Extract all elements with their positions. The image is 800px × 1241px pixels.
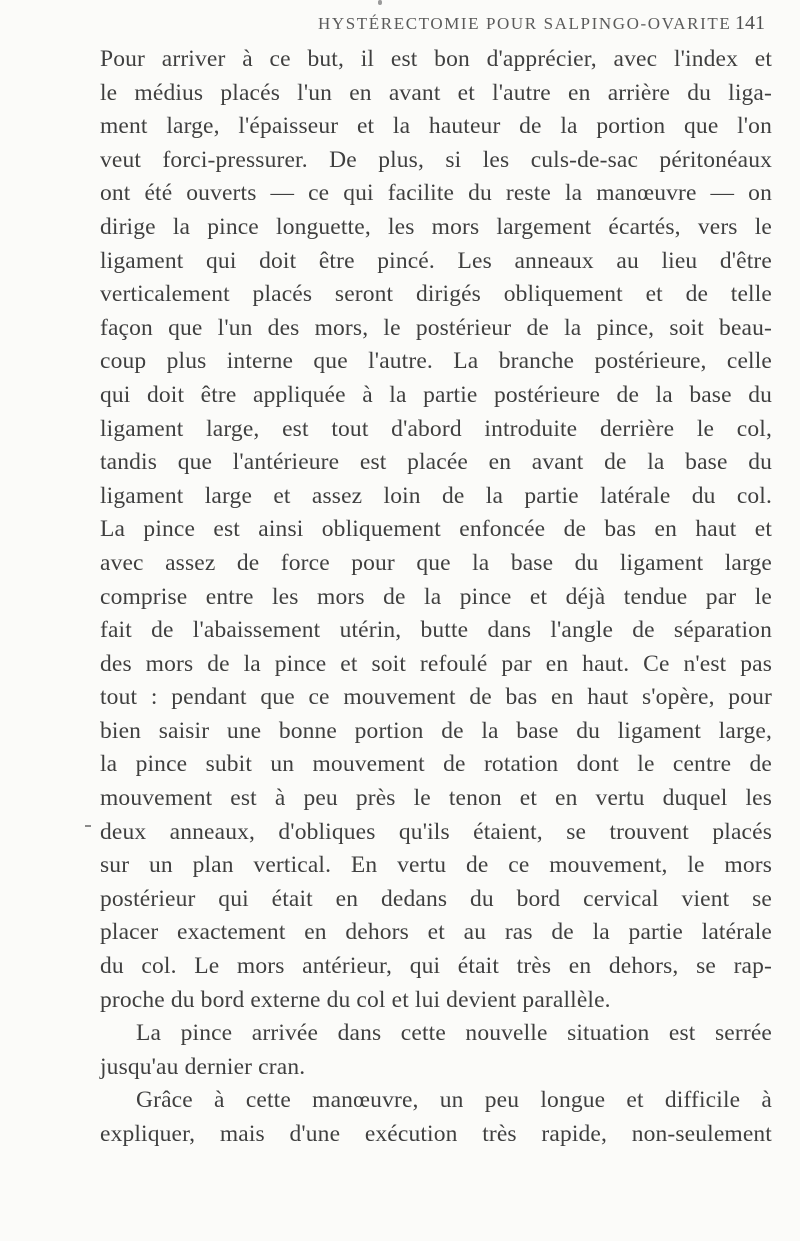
text-line: le médius placés l'un en avant et l'autre en arrière du liga-: [100, 79, 772, 106]
paragraph-start-line: Grâce à cette manœuvre, un peu longue et difficile à: [136, 1087, 772, 1114]
paragraph-end-line: proche du bord externe du col et lui devient parallèle.: [100, 986, 611, 1013]
text-line: postérieur qui était en dedans du bord cervical vient se: [100, 885, 772, 912]
running-header: [200, 4, 770, 44]
text-line: façon que l'un des mors, le postérieur de la pince, soit beau-: [100, 314, 772, 341]
text-line: deux anneaux, d'obliques qu'ils étaient, se trouvent placés: [100, 818, 772, 845]
text-line: tandis que l'antérieure est placée en avant de la base du: [100, 449, 772, 476]
text-line: expliquer, mais d'une exécution très rapide, non-seulement: [100, 1121, 772, 1147]
margin-mark: [85, 825, 91, 827]
text-line: ligament large, est tout d'abord introduite derrière le col,: [100, 415, 772, 442]
text-line: mouvement est à peu près le tenon et en vertu duquel les: [100, 785, 772, 812]
page-number: 141: [735, 12, 765, 34]
text-line: Pour arriver à ce but, il est bon d'apprécier, avec l'index et: [100, 46, 772, 72]
text-line: des mors de la pince et soit refoulé par en haut. Ce n'est pas: [100, 650, 772, 677]
text-line: verticalement placés seront dirigés obliquement et de telle: [100, 281, 772, 308]
text-line: ment large, l'épaisseur et la hauteur de la portion que l'on: [100, 113, 772, 140]
text-line: placer exactement en dehors et au ras de la partie latérale: [100, 919, 772, 946]
running-title: HYSTÉRECTOMIE POUR SALPINGO-OVARITE: [318, 14, 732, 33]
text-line: ont été ouverts — ce qui facilite du reste la manœuvre — on: [100, 180, 772, 207]
text-line: comprise entre les mors de la pince et déjà tendue par le: [100, 583, 772, 610]
text-line: tout : pendant que ce mouvement de bas en haut s'opère, pour: [100, 684, 772, 711]
text-line: fait de l'abaissement utérin, butte dans l'angle de séparation: [100, 617, 772, 644]
text-line: bien saisir une bonne portion de la base du ligament large,: [100, 717, 772, 744]
text-line: coup plus interne que l'autre. La branche postérieure, celle: [100, 348, 772, 375]
text-line: du col. Le mors antérieur, qui était très en dehors, se rap-: [100, 953, 772, 980]
paragraph-end-line: jusqu'au dernier cran.: [100, 1053, 306, 1080]
text-line: avec assez de force pour que la base du ligament large: [100, 549, 772, 576]
text-line: veut forci-pressurer. De plus, si les culs-de-sac péritonéaux: [100, 146, 772, 173]
text-line: dirige la pince longuette, les mors largement écartés, vers le: [100, 213, 772, 240]
paragraph-start-line: La pince arrivée dans cette nouvelle situation est serrée: [136, 1020, 772, 1047]
text-line: La pince est ainsi obliquement enfoncée de bas en haut et: [100, 516, 772, 543]
text-line: ligament large et assez loin de la partie latérale du col.: [100, 482, 772, 509]
body-text: [100, 43, 772, 1152]
text-line: ligament qui doit être pincé. Les anneaux au lieu d'être: [100, 247, 772, 274]
text-line: la pince subit un mouvement de rotation dont le centre de: [100, 751, 772, 778]
text-line: sur un plan vertical. En vertu de ce mouvement, le mors: [100, 852, 772, 879]
text-line: qui doit être appliquée à la partie postérieure de la base du: [100, 381, 772, 408]
